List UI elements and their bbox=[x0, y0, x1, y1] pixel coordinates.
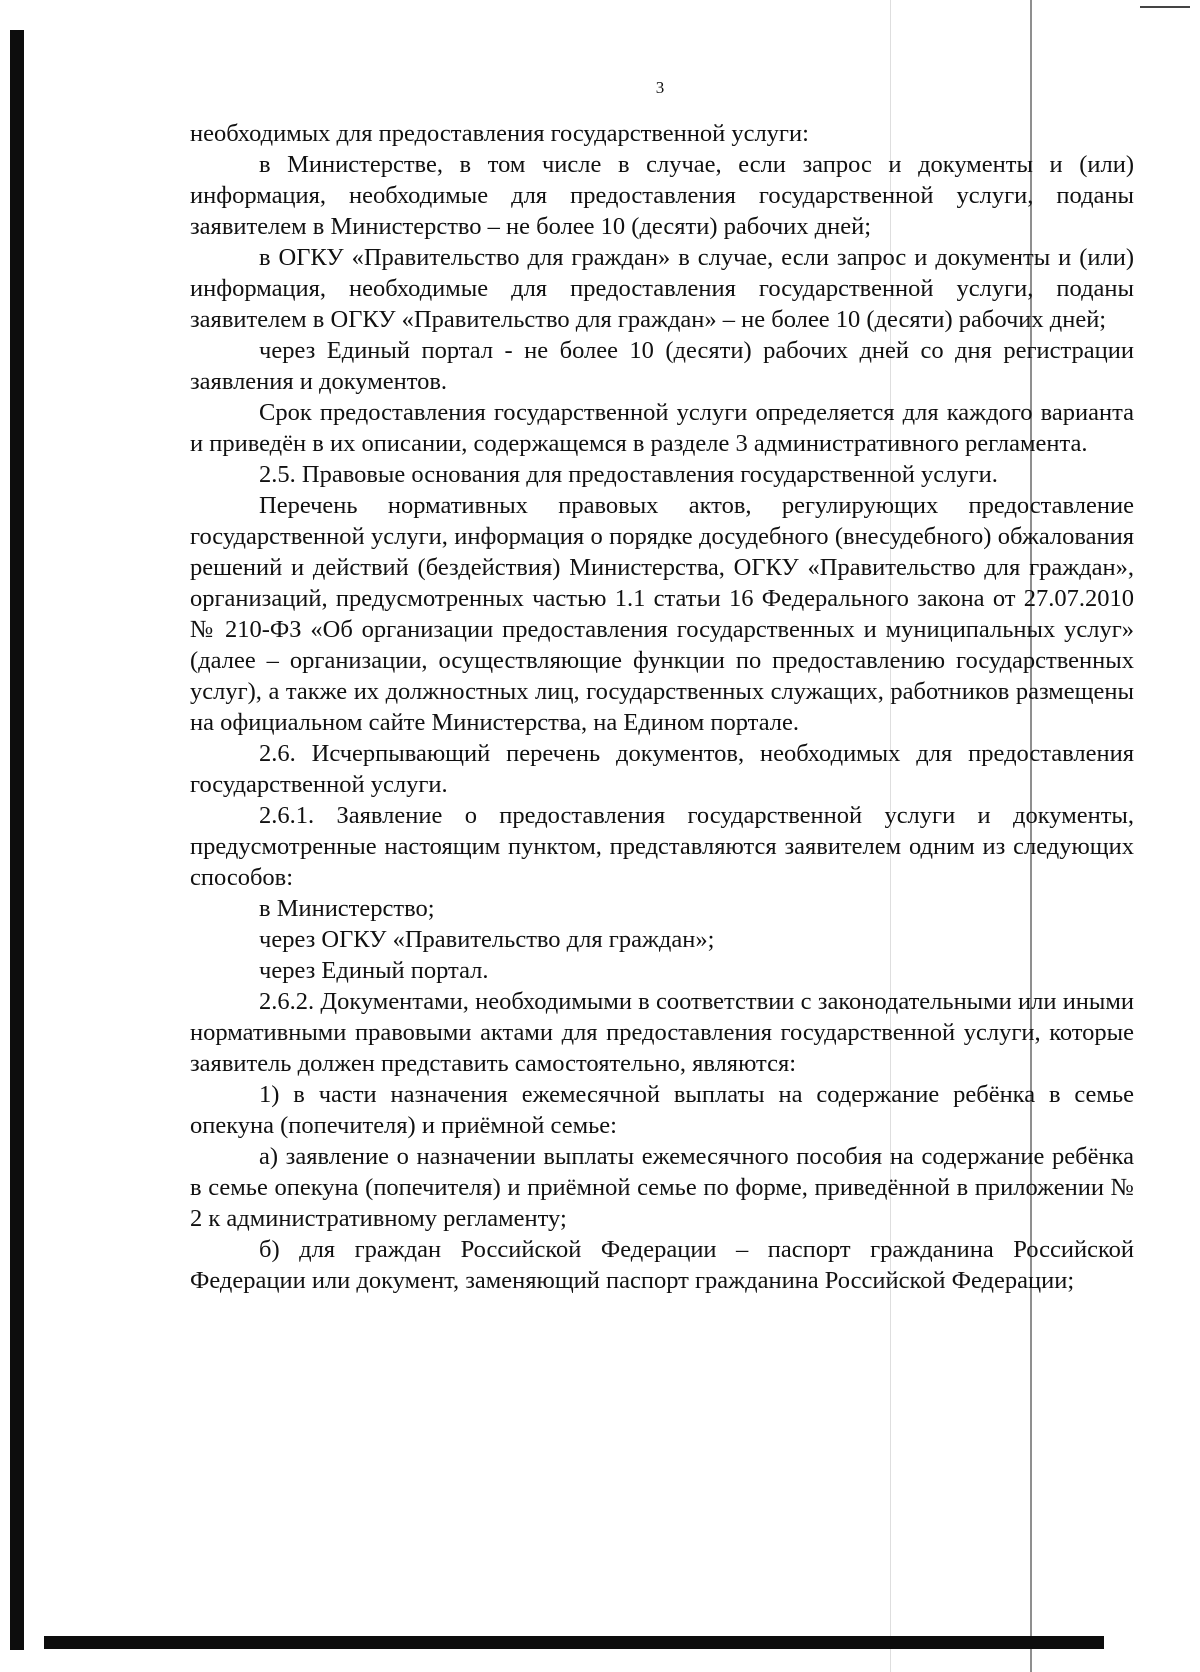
paragraph: 2.6.1. Заявление о предоставления государственной услуги и документы, предусмотренные настоящим пунктом, представляются заявителем одним из следующих способов: bbox=[190, 802, 1134, 891]
paragraph: 2.5. Правовые основания для предоставления государственной услуги. bbox=[259, 461, 998, 488]
paragraph: Перечень нормативных правовых актов, регулирующих предоставление государственной услуги, информация о порядке досудебного (внесудебного) обжалования решений и действий (бездействия) Министерства, ОГКУ «Правительство для граждан», организаций, предусмотренных частью 1.1 статьи 16 Федерального закона от 27.07.2010 № 210-ФЗ «Об организации предоставления государственных и муниципальных услуг» (далее – организации, осуществляющие функции по предоставлению государственных услуг), а также их должностных лиц, государственных служащих, работников размещены на официальном сайте Министерства, на Едином портале. bbox=[190, 492, 1134, 736]
paragraph: через ОГКУ «Правительство для граждан»; bbox=[259, 926, 715, 953]
scan-corner-mark bbox=[1140, 6, 1190, 8]
paragraph: в ОГКУ «Правительство для граждан» в случае, если запрос и документы и (или) информация, необходимые для предоставления государственной услуги, поданы заявителем в ОГКУ «Правительство для граждан» – не более 10 (десяти) рабочих дней; bbox=[190, 244, 1134, 333]
paragraph: Срок предоставления государственной услуги определяется для каждого варианта и приведён в их описании, содержащемся в разделе 3 административного регламента. bbox=[190, 399, 1134, 457]
paragraph: в Министерстве, в том числе в случае, если запрос и документы и (или) информация, необходимые для предоставления государственной услуги, поданы заявителем в Министерство – не более 10 (десяти) рабочих дней; bbox=[190, 151, 1134, 240]
document-body bbox=[190, 118, 1134, 1296]
paragraph: б) для граждан Российской Федерации – паспорт гражданина Российской Федерации или документ, заменяющий паспорт гражданина Российской Федерации; bbox=[190, 1236, 1134, 1294]
paragraph: 2.6.2. Документами, необходимыми в соответствии с законодательными или иными нормативными правовыми актами для предоставления государственной услуги, которые заявитель должен представить самостоятельно, являются: bbox=[190, 988, 1134, 1077]
scan-edge-left bbox=[10, 30, 24, 1650]
paragraph: через Единый портал. bbox=[259, 957, 489, 984]
paragraph: необходимых для предоставления государственной услуги: bbox=[190, 120, 809, 147]
paragraph: в Министерство; bbox=[259, 895, 435, 922]
scan-edge-bottom bbox=[44, 1636, 1104, 1649]
paragraph: 1) в части назначения ежемесячной выплаты на содержание ребёнка в семье опекуна (попечителя) и приёмной семье: bbox=[190, 1081, 1134, 1139]
page-number: 3 bbox=[655, 78, 665, 97]
paragraph: через Единый портал - не более 10 (десяти) рабочих дней со дня регистрации заявления и документов. bbox=[190, 337, 1134, 395]
paragraph: 2.6. Исчерпывающий перечень документов, необходимых для предоставления государственной услуги. bbox=[190, 740, 1134, 798]
paragraph: а) заявление о назначении выплаты ежемесячного пособия на содержание ребёнка в семье опекуна (попечителя) и приёмной семье по форме, приведённой в приложении № 2 к административному регламенту; bbox=[190, 1143, 1134, 1232]
